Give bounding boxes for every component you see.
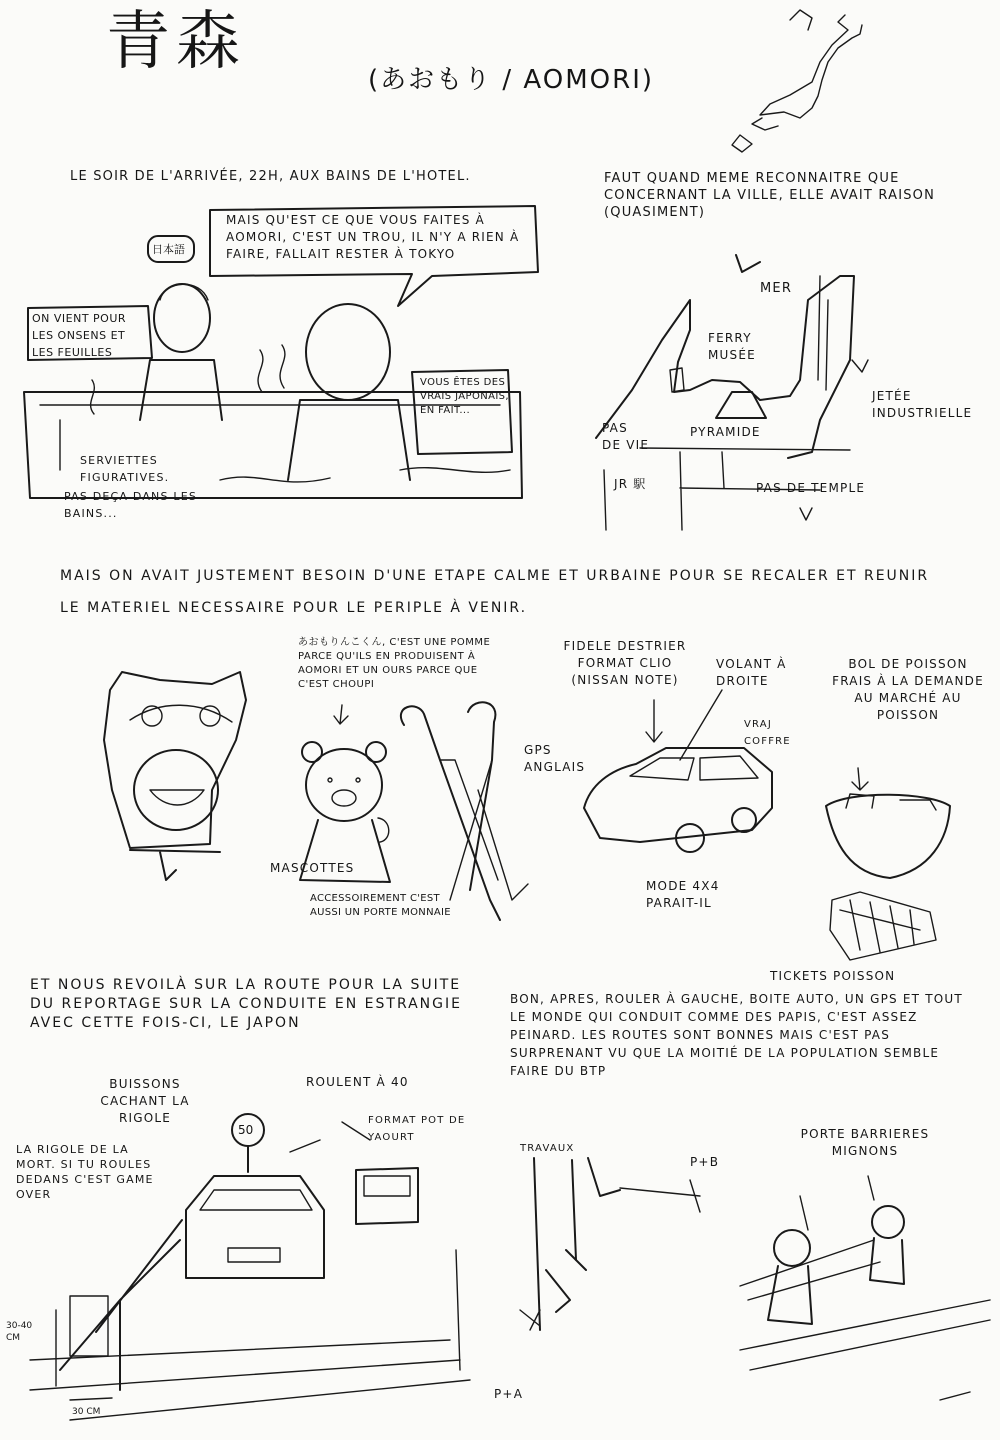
panel2-caption: FAUT QUAND MEME RECONNAITRE QUE CONCERNANT LA VILLE, ELLE AVAIT RAISON (QUASIMENT): [604, 171, 936, 220]
map-label-no-temple: PAS DE TEMPLE: [756, 481, 866, 495]
death-ditch-note: LA RIGOLE DE LA MORT. SI TU ROULES DEDANS C'EST GAME OVER: [16, 1143, 154, 1201]
map-label-no-life: PAS DE VIE: [602, 421, 650, 452]
car-trunk-note: VRAJ COFFRE: [744, 719, 791, 747]
car-faithful-note: FIDELE DESTRIER FORMAT CLIO (NISSAN NOTE): [563, 639, 687, 687]
panel1-caption: LE SOIR DE L'ARRIVÉE, 22H, AUX BAINS DE L'HOTEL.: [70, 169, 471, 184]
road-works: [520, 1158, 700, 1330]
map-label-pyramid: PYRAMIDE: [690, 425, 761, 439]
pa-label: P+A: [494, 1387, 524, 1401]
towels-note: SERVIETTES FIGURATIVES.: [80, 454, 170, 484]
drive-text: BON, APRES, ROULER À GAUCHE, BOITE AUTO, UN GPS ET TOUT LE MONDE QUI CONDUIT COMME DES PAPIS, C'EST ASSEZ PEINARD. LES ROUTES SONT BONNES MAIS C'EST PAS SURPRENANT VU QUE LA MOITIÉ DE LA POPULATION SEMBLE FAIRE DU BTP: [510, 992, 963, 1078]
language-tag: 日本語: [152, 243, 185, 256]
middle-text: MAIS ON AVAIT JUSTEMENT BESOIN D'UNE ETAPE CALME ET URBAINE POUR SE RECALER ET REUNIR LE MATERIEL NECESSAIRE POUR LE PERIPLE À VENIR.: [60, 568, 930, 616]
fish-tickets-label: TICKETS POISSON: [770, 969, 896, 983]
fish-bowl-note: BOL DE POISSON FRAIS À LA DEMANDE AU MARCHÉ AU POISSON: [832, 657, 984, 722]
mascots-label: MASCOTTES: [270, 861, 355, 875]
barrier-men: [740, 1176, 990, 1400]
width-label: 30 CM: [72, 1407, 101, 1417]
mascot-bear: [300, 705, 390, 882]
works-label: TRAVAUX: [520, 1143, 575, 1154]
car-4x4-note: MODE 4X4 PARAIT-IL: [646, 879, 720, 910]
page-title-kanji: 青森: [106, 5, 246, 79]
fish-tickets: [830, 892, 936, 960]
fish-bowl: [826, 768, 950, 878]
umbrellas: [401, 702, 528, 920]
speed-label: ROULENT À 40: [306, 1075, 409, 1089]
speech-local-text: MAIS QU'EST CE QUE VOUS FAITES À AOMORI, C'EST UN TROU, IL N'Y A RIEN À FAIRE, FALLAIT RESTER À TOKYO: [226, 213, 520, 261]
speech-aside-text: VOUS ÊTES DES VRAIS JAPONAIS, EN FAIT...: [420, 377, 510, 416]
car-gps-note: GPS ANGLAIS: [524, 743, 586, 774]
mascot-description: あおもりんこくん, C'EST UNE POMME PARCE QU'ILS EN PRODUISENT À AOMORI ET UN OURS PARCE QUE C'EST CHOUPI: [298, 637, 491, 690]
depth-label: 30-40 CM: [6, 1321, 33, 1343]
barriers-label: PORTE BARRIERES MIGNONS: [800, 1127, 930, 1158]
speed-sign-value: 50: [238, 1123, 254, 1137]
car-wheel-note: VOLANT À DROITE: [716, 657, 787, 688]
map-label-ferry: FERRY MUSÉE: [708, 331, 756, 362]
japan-map-icon: [732, 10, 862, 152]
speech-reply-text: ON VIENT POUR LES ONSENS ET LES FEUILLES: [32, 312, 127, 359]
bushes-label: BUISSONS CACHANT LA RIGOLE: [100, 1077, 190, 1125]
towels-note-2: PAS DEÇA DANS LES BAINS...: [64, 490, 198, 520]
accessory-note: ACCESSOIREMENT C'EST AUSSI UN PORTE MONNAIE: [310, 893, 451, 918]
fox-hat-boy: [104, 672, 246, 880]
car-drawing: [584, 690, 772, 852]
page-title-reading: (あおもり / AOMORI): [368, 65, 655, 95]
map-label-sea: MER: [760, 281, 793, 296]
road-text: ET NOUS REVOILÀ SUR LA ROUTE POUR LA SUITE DU REPORTAGE SUR LA CONDUITE EN ESTRANGIE AVEC CETTE FOIS-CI, LE JAPON: [30, 977, 462, 1031]
pb-label: P+B: [690, 1155, 720, 1169]
map-label-station: JR 駅: [614, 477, 647, 491]
map-label-jetty: JETÉE INDUSTRIELLE: [872, 389, 973, 420]
format-label: FORMAT POT DE YAOURT: [368, 1115, 466, 1143]
